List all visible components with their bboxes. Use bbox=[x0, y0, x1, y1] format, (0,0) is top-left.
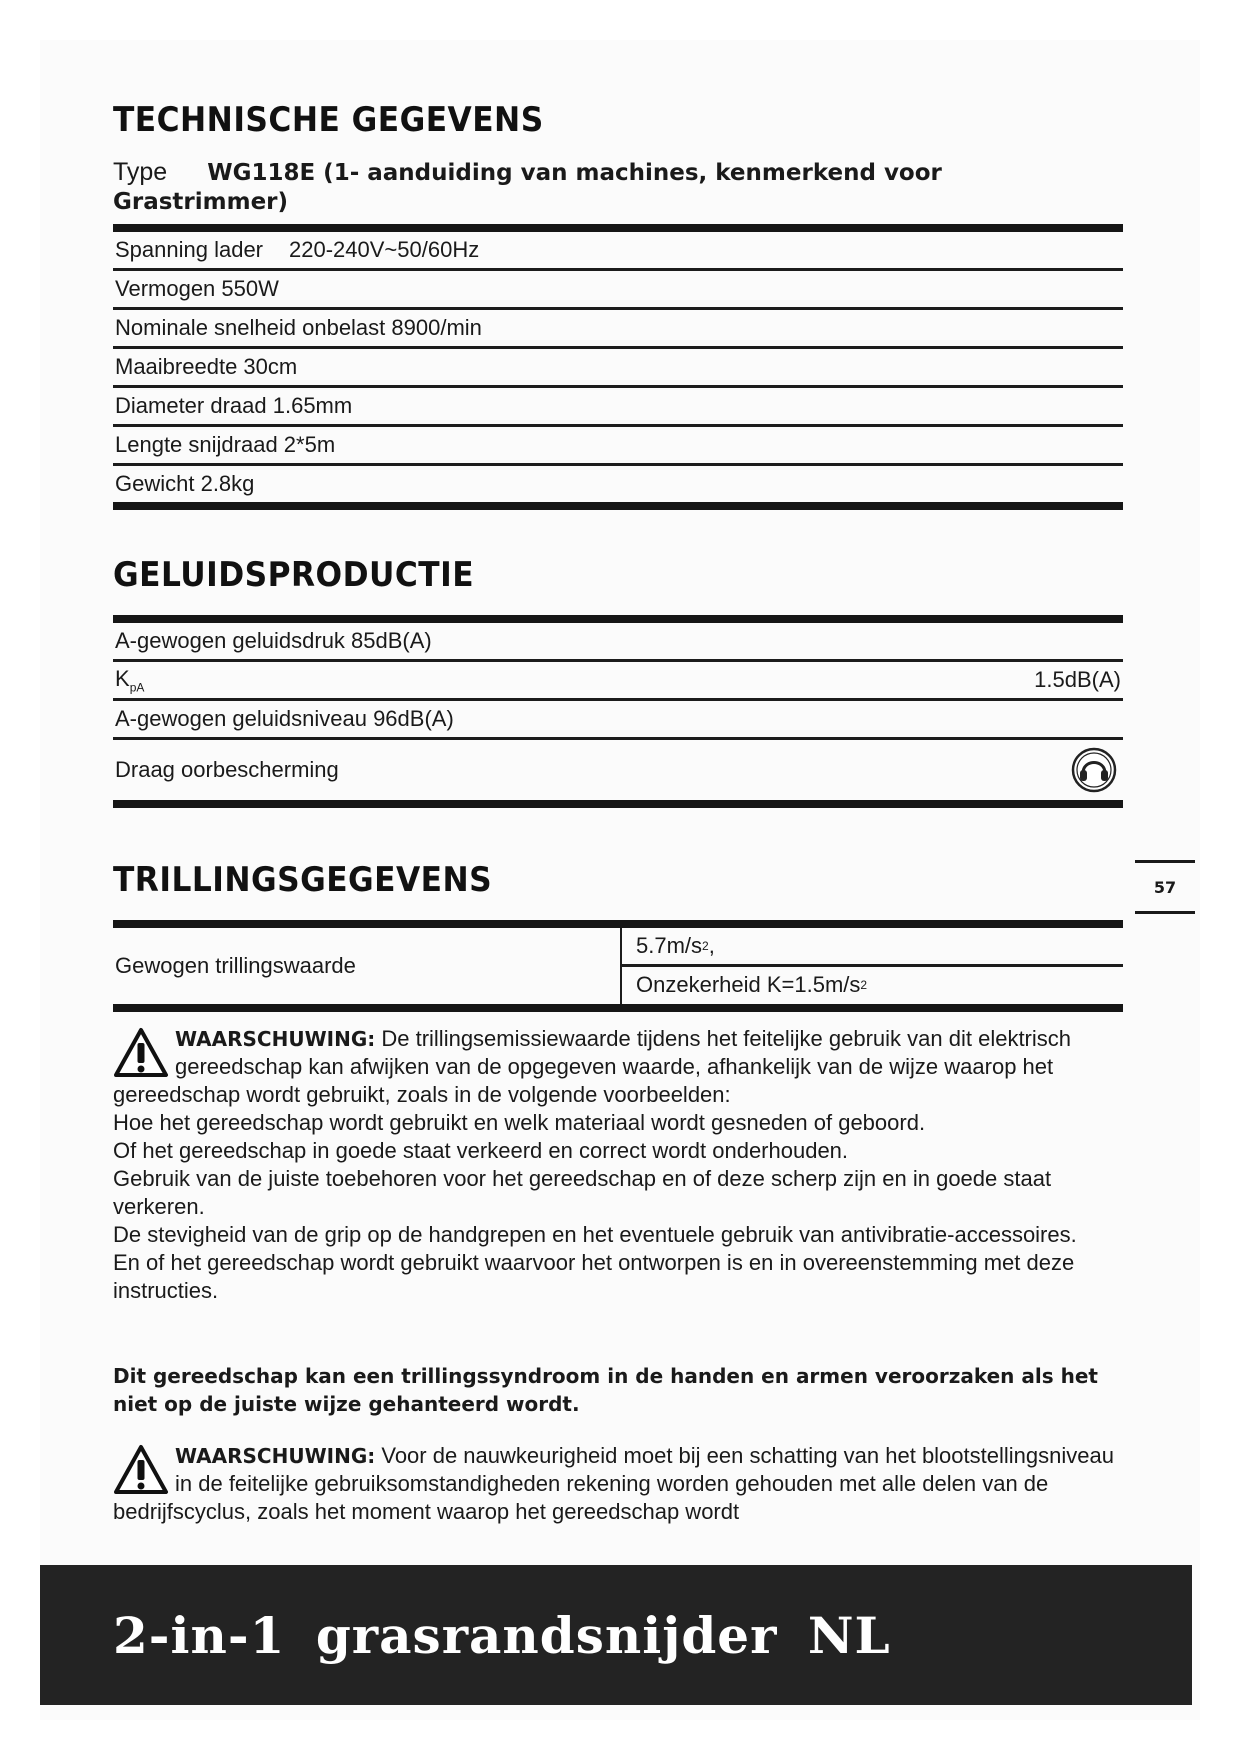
vibration-values bbox=[622, 928, 1123, 1004]
vibration-uncertainty: Onzekerheid K=1.5m/s 2 bbox=[636, 972, 868, 997]
warning-1-title: WAARSCHUWING: bbox=[175, 1027, 376, 1051]
warning-2-title: WAARSCHUWING: bbox=[175, 1444, 376, 1468]
footer-bar bbox=[40, 1565, 1192, 1705]
divider-thick bbox=[113, 615, 1123, 623]
spec-row-line-diameter: Diameter draad 1.65mm bbox=[115, 393, 353, 418]
warning-item: En of het gereedschap wordt gebruikt waarvoor het ontworpen is en in overeenstemming met deze instructies. bbox=[113, 1250, 1075, 1303]
spec-row-voltage bbox=[113, 232, 1123, 268]
warning-block-2 bbox=[113, 1442, 1123, 1526]
warning-block-1 bbox=[113, 1025, 1123, 1305]
type-line bbox=[113, 158, 1123, 216]
divider-thick bbox=[113, 224, 1123, 232]
warning-1-paragraph bbox=[113, 1025, 1123, 1109]
spec-row-weight: Gewicht 2.8kg bbox=[115, 471, 255, 496]
vibration-table bbox=[113, 928, 1123, 1004]
vibration-heading: TRILLINGSGEGEVENS bbox=[113, 860, 493, 900]
spec-row-speed: Nominale snelheid onbelast 8900/min bbox=[115, 315, 482, 340]
noise-kpa-row bbox=[113, 662, 1123, 698]
warning-item: Hoe het gereedschap wordt gebruikt en welk materiaal wordt gesneden of geboord. bbox=[113, 1110, 926, 1135]
kpa-value: 1.5dB(A) bbox=[1034, 667, 1121, 692]
ear-protection-text: Draag oorbescherming bbox=[115, 757, 339, 782]
spec-row-power: Vermogen 550W bbox=[115, 276, 279, 301]
spec-row-cut-width: Maaibreedte 30cm bbox=[115, 354, 298, 379]
technical-heading: TECHNISCHE GEGEVENS bbox=[113, 100, 544, 140]
noise-pressure: A-gewogen geluidsdruk 85dB(A) bbox=[115, 628, 432, 653]
warning-item: De stevigheid van de grip op de handgrepen en het eventuele gebruik van antivibratie-accessoires. bbox=[113, 1222, 1077, 1247]
kpa-label: $K_{pA}$ bbox=[115, 665, 145, 695]
ear-protection-icon bbox=[1071, 747, 1117, 793]
noise-power-row bbox=[113, 701, 1123, 737]
ear-protection-row bbox=[113, 740, 1123, 800]
vibration-syndrome-note: Dit gereedschap kan een trillingssyndroom in de handen en armen veroorzaken als het niet op de juiste wijze gehanteerd wordt. bbox=[113, 1364, 1098, 1416]
warning-item: Of het gereedschap in goede staat verkeerd en correct wordt onderhouden. bbox=[113, 1138, 849, 1163]
warning-2-text: Voor de nauwkeurigheid moet bij een schatting van het blootstellingsniveau in de feitelijke gebruiksomstandigheden rekening worden gehouden met alle delen van de bedrijfscyclus, zoals het moment waarop het gereedschap wordt bbox=[113, 1443, 1114, 1524]
warning-2-paragraph bbox=[113, 1442, 1123, 1526]
divider-thick bbox=[113, 1004, 1123, 1012]
spec-row-line-length: Lengte snijdraad 2*5m bbox=[115, 432, 336, 457]
divider-thick bbox=[113, 800, 1123, 808]
voltage-value: 220-240V~50/60Hz bbox=[289, 237, 480, 262]
voltage-label: Spanning lader bbox=[115, 237, 264, 262]
noise-heading: GELUIDSPRODUCTIE bbox=[113, 555, 475, 595]
vibration-section bbox=[113, 860, 1123, 1012]
divider-thick bbox=[113, 920, 1123, 928]
warning-1-text: De trillingsemissiewaarde tijdens het feitelijke gebruik van dit elektrisch gereedschap kan afwijken van de opgegeven waarde, afhankelijk van de wijze waarop het gereedschap wordt gebruikt, zoals in de volgende voorbeelden: bbox=[113, 1026, 1072, 1107]
noise-pressure-row bbox=[113, 623, 1123, 659]
technical-section bbox=[113, 100, 1123, 510]
type-value: WG118E (1- aanduiding van machines, kenmerkend voor Grastrimmer) bbox=[113, 160, 942, 215]
vibration-value: 5.7m/s 2 , bbox=[636, 933, 715, 958]
warning-triangle-icon bbox=[113, 1444, 169, 1496]
page-number: 57 bbox=[1135, 860, 1195, 914]
vibration-label: Gewogen trillingswaarde bbox=[113, 928, 622, 1004]
warning-item: Gebruik van de juiste toebehoren voor het gereedschap en of deze scherp zijn en in goede staat verkeren. bbox=[113, 1166, 1052, 1219]
warning-triangle-icon bbox=[113, 1027, 169, 1079]
noise-section bbox=[113, 555, 1123, 808]
type-label: Type bbox=[113, 158, 168, 186]
divider-thick bbox=[113, 502, 1123, 510]
noise-power: A-gewogen geluidsniveau 96dB(A) bbox=[115, 706, 454, 731]
footer-title: 2-in-1 grasrandsnijder NL bbox=[113, 1605, 891, 1665]
